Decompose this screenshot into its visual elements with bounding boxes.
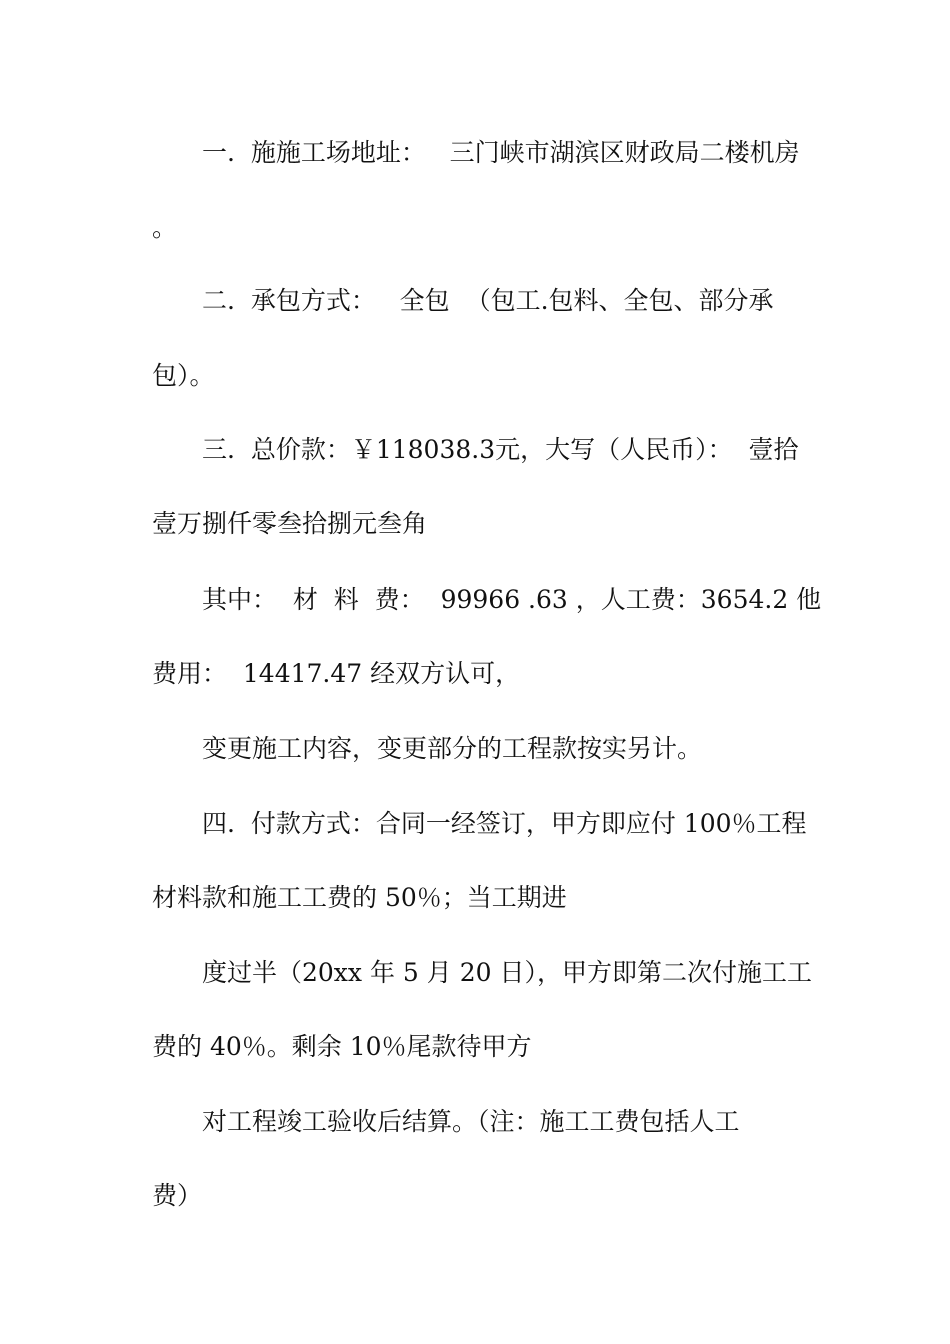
text-line-second-payment-cont: 费的 40％。剩余 10％尾款待甲方 [152, 1032, 532, 1061]
text-line-payment-method-cont: 材料款和施工工费的 50％；当工期进 [152, 883, 567, 912]
text-line-final-settlement: 对工程竣工验收后结算。（注：施工工费包括人工 [202, 1107, 740, 1136]
text-line-payment-method: 四. 付款方式：合同一经签订，甲方即应付 100％工程 [202, 809, 807, 838]
text-line-final-settlement-cont: 费） [152, 1181, 203, 1210]
text-line-total-price: 三. 总价款：￥118038.3元，大写（人民币）： 壹拾 [202, 435, 799, 464]
text-line-cost-breakdown-cont: 费用： 14417.47 经双方认可， [152, 659, 521, 688]
text-line-site-address-cont: 。 [152, 213, 178, 242]
text-line-change-note: 变更施工内容，变更部分的工程款按实另计。 [202, 734, 703, 763]
text-line-second-payment: 度过半（20xx 年 5 月 20 日），甲方即第二次付施工工 [202, 958, 812, 987]
text-line-total-price-cont: 壹万捌仟零叁拾捌元叁角 [152, 509, 428, 538]
text-line-contract-method: 二. 承包方式： 全包 （包工.包料、全包、部分承 [202, 286, 774, 315]
text-line-contract-method-cont: 包）。 [152, 361, 215, 390]
text-line-site-address: 一. 施施工场地址： 三门峡市湖滨区财政局二楼机房 [202, 138, 800, 167]
text-line-cost-breakdown: 其中： 材 料 费： 99966 .63 ，人工费：3654.2 他 [202, 585, 822, 614]
